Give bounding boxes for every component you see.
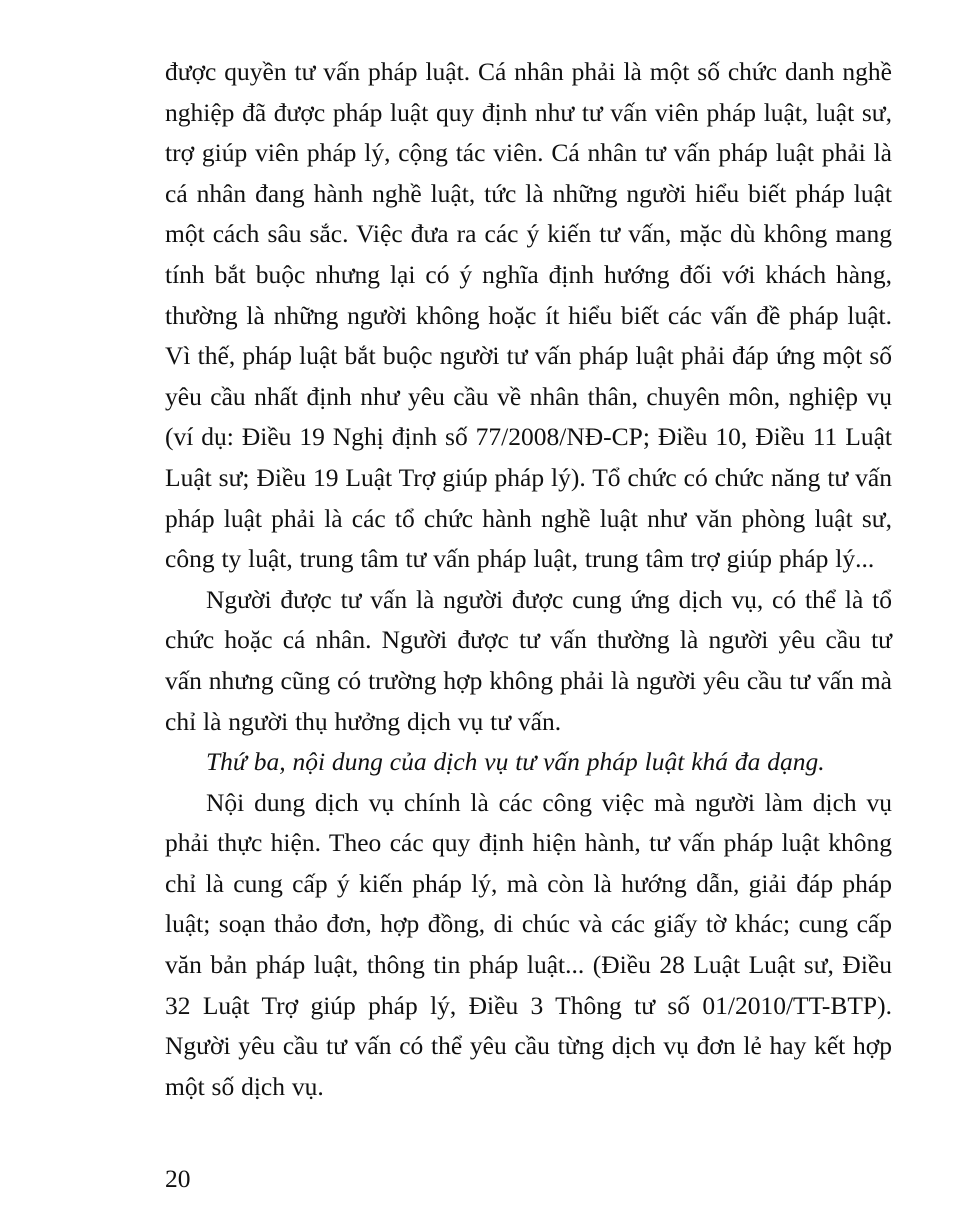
paragraph-advised-person: Người được tư vấn là người được cung ứng dịch vụ, có thể là tổ chức hoặc cá nhân. Người được tư vấn thường là người yêu cầu tư vấn nhưng cũng có trường hợp không phải là người yêu cầu tư vấn mà chỉ là người thụ hưởng dịch vụ tư vấn. [165, 584, 892, 736]
paragraph-service-content: Nội dung dịch vụ chính là các công việc mà người làm dịch vụ phải thực hiện. Theo các quy định hiện hành, tư vấn pháp luật không chỉ là cung cấp ý kiến pháp lý, mà còn là hướng dẫn, giải đáp pháp luật; soạn thảo đơn, hợp đồng, di chúc và các giấy tờ khác; cung cấp văn bản pháp luật, thông tin pháp luật... (Điều 28 Luật Luật sư, Điều 32 Luật Trợ giúp pháp lý, Điều 3 Thông tư số 01/2010/TT-BTP). Người yêu cầu tư vấn có thể yêu cầu từng dịch vụ đơn lẻ hay kết hợp một số dịch vụ. [165, 787, 892, 1101]
page-number: 20 [165, 1164, 191, 1193]
paragraph-continuation: được quyền tư vấn pháp luật. Cá nhân phải là một số chức danh nghề nghiệp đã được pháp luật quy định như tư vấn viên pháp luật, luật sư, trợ giúp viên pháp lý, cộng tác viên. Cá nhân tư vấn pháp luật phải là cá nhân đang hành nghề luật, tức là những người hiểu biết pháp luật một cách sâu sắc. Việc đưa ra các ý kiến tư vấn, mặc dù không mang tính bắt buộc nhưng lại có ý nghĩa định hướng đối với khách hàng, thường là những người không hoặc ít hiểu biết các vấn đề pháp luật. Vì thế, pháp luật bắt buộc người tư vấn pháp luật phải đáp ứng một số yêu cầu nhất định như yêu cầu về nhân thân, chuyên môn, nghiệp vụ (ví dụ: Điều 19 Nghị định số 77/2008/NĐ-CP; Điều 10, Điều 11 Luật Luật sư; Điều 19 Luật Trợ giúp pháp lý). Tổ chức có chức năng tư vấn pháp luật phải là các tổ chức hành nghề luật như văn phòng luật sư, công ty luật, trung tâm tư vấn pháp luật, trung tâm trợ giúp pháp lý... [165, 57, 892, 574]
section-heading-third: Thứ ba, nội dung của dịch vụ tư vấn pháp luật khá đa dạng. [206, 747, 825, 777]
body-text [165, 52, 892, 1107]
